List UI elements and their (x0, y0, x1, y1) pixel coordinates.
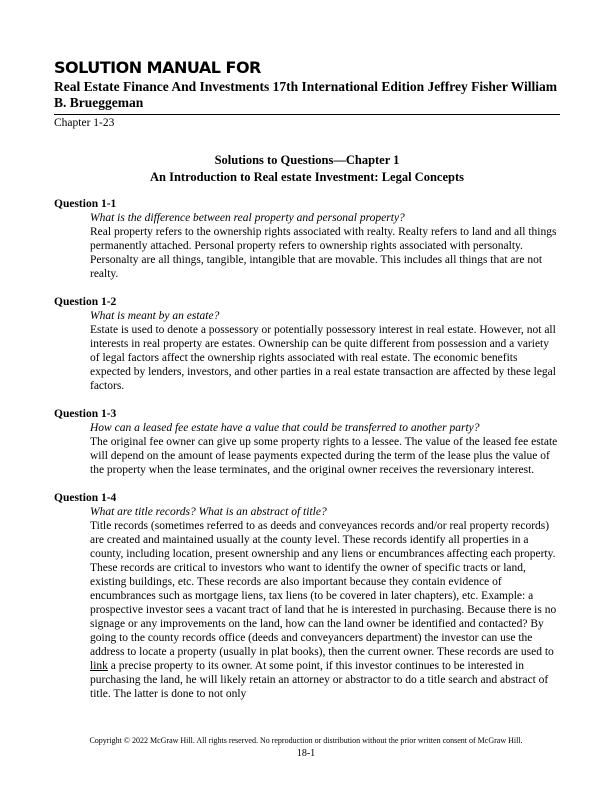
answer-text: Real property refers to the ownership rights associated with realty. Realty refers to land and all things permanently attached. Personal property refers to ownership rights associated with personalty. Personalty are all things, tangible, intangible that are movable. This includes all things that are not realty. (90, 226, 557, 280)
question-text: How can a leased fee estate have a value that could be transferred to another party? (90, 422, 480, 434)
question-number: Question 1-3 (54, 408, 117, 420)
question-block (54, 491, 560, 701)
question-block (54, 197, 560, 281)
question-text: What is meant by an estate? (90, 310, 220, 322)
question-block (54, 295, 560, 393)
answer-text-part: a precise property to its owner. At some point, if this investor continues to be interested in purchasing the land, he will likely retain an attorney or abstractor to do a title search and abstract of title. The latter is done to not only (90, 660, 549, 700)
section-subtitle: An Introduction to Real estate Investment: Legal Concepts (150, 170, 464, 184)
header-divider (54, 114, 560, 115)
answer-text: Estate is used to denote a possessory or potentially possessory interest in real estate. However, not all interests in real property are estates. Ownership can be quite different from possession and a variety of legal factors affect the ownership rights associated with real estate. The economic benefits expected by lenders, investors, and other parties in a real estate transaction are affected by these legal factors. (90, 324, 556, 392)
chapter-range: Chapter 1-23 (54, 117, 115, 129)
answer-text (54, 519, 560, 701)
answer-text-part: Title records (sometimes referred to as deeds and conveyances records and/or real property records) are created and maintained usually at the county level. These records identify all properties in a county, including location, present ownership and any liens or encumbrances affecting each property. These records are critical to investors who want to identify the owner of specific tracts or land, existing buildings, etc. These records are also important because they contain evidence of encumbrances such as mortgage liens, tax liens (to be covered in later chapters), etc. Example: a prospective investor sees a vacant tract of land that he is interested in purchasing. Because there is no signage or any improvements on the land, how can the land owner be identified and contacted? By going to the county records office (deeds and conveyancers department) the investor can use the address to locate a property (usually in plat books), then the current owner. These records are used to (90, 520, 557, 658)
question-number: Question 1-4 (54, 492, 117, 504)
question-text: What is the difference between real property and personal property? (90, 212, 405, 224)
underlined-word: link (90, 660, 108, 672)
book-title: Real Estate Finance And Investments 17th International Edition Jeffrey Fisher William B. Brueggeman (54, 79, 558, 110)
copyright-notice: Copyright © 2022 McGraw Hill. All rights reserved. No reproduction or distribution without the prior written consent of McGraw Hill. (89, 736, 523, 745)
question-number: Question 1-1 (54, 198, 117, 210)
section-title: Solutions to Questions—Chapter 1 (214, 153, 400, 167)
answer-text: The original fee owner can give up some property rights to a lessee. The value of the leased fee estate will depend on the amount of lease payments expected during the term of the lease plus the value of the property when the lease terminates, and the original owner receives the reversionary interest. (90, 436, 558, 476)
solution-manual-heading: SOLUTION MANUAL FOR (54, 58, 261, 77)
page-footer (30, 735, 582, 760)
question-number: Question 1-2 (54, 296, 117, 308)
section-heading (54, 152, 560, 186)
question-block (54, 407, 560, 477)
question-list (54, 197, 560, 715)
page-number: 18-1 (296, 748, 316, 759)
question-text: What are title records? What is an abstract of title? (90, 506, 327, 518)
document-header (54, 58, 560, 130)
